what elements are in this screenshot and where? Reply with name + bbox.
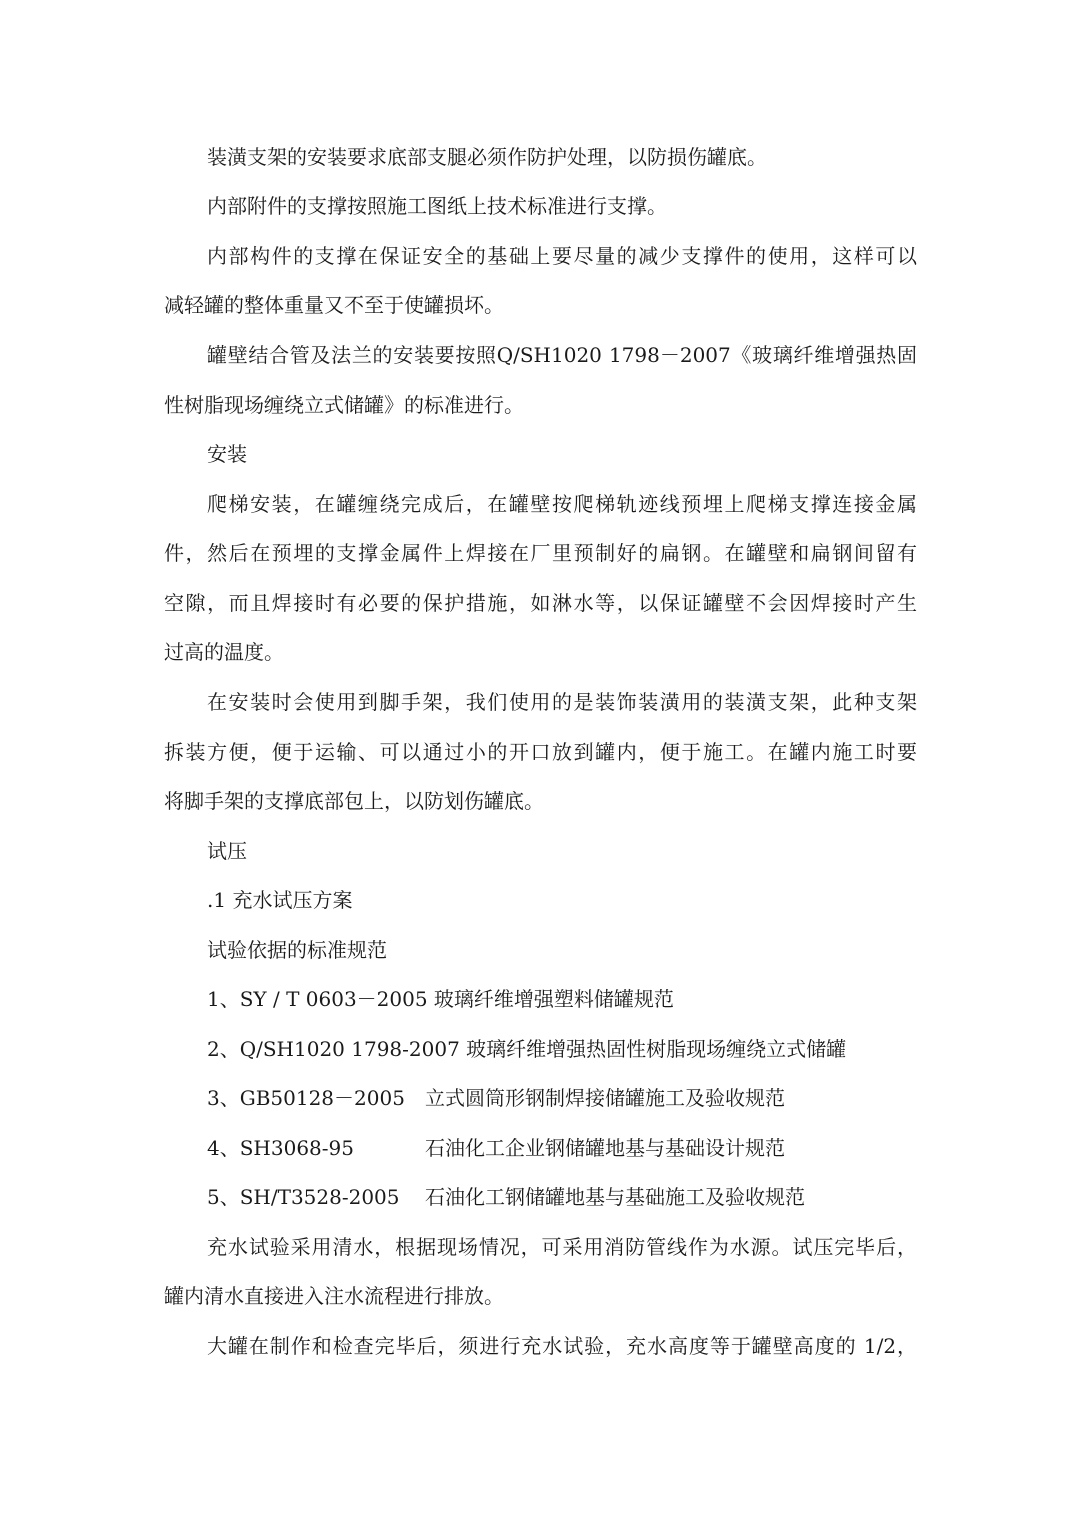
paragraph-line: 将脚手架的支撑底部包上，以防划伤罐底。	[164, 789, 544, 813]
paragraph-line: 罐内清水直接进入注水流程进行排放。	[164, 1284, 504, 1308]
standard-code: 5、SH/T3528-2005	[207, 1185, 400, 1209]
standard-item: 1、SY / T 0603－2005 玻璃纤维增强塑料储罐规范	[207, 987, 674, 1011]
section-heading: 安装	[207, 442, 247, 466]
standard-title: 石油化工钢储罐地基与基础施工及验收规范	[425, 1185, 805, 1209]
standard-item	[207, 1185, 805, 1209]
standard-code: 4、SH3068-95	[207, 1136, 354, 1160]
standard-title: 石油化工企业钢储罐地基与基础设计规范	[425, 1136, 785, 1160]
standard-title: 立式圆筒形钢制焊接储罐施工及验收规范	[425, 1086, 785, 1110]
paragraph-line: 减轻罐的整体重量又不至于使罐损坏。	[164, 293, 504, 317]
paragraph-line: 过高的温度。	[164, 640, 284, 664]
standard-item: 2、Q/SH1020 1798-2007 玻璃纤维增强热固性树脂现场缠绕立式储罐	[207, 1037, 847, 1061]
standard-item	[207, 1086, 785, 1110]
paragraph-line: 拆装方便，便于运输、可以通过小的开口放到罐内，便于施工。在罐内施工时要	[164, 740, 917, 764]
paragraph-line: 充水试验采用清水，根据现场情况，可采用消防管线作为水源。试压完毕后，	[207, 1235, 917, 1259]
paragraph-line: 罐壁结合管及法兰的安装要按照Q/SH1020 1798－2007《玻璃纤维增强热固	[207, 343, 917, 367]
paragraph-line: 在安装时会使用到脚手架，我们使用的是装饰装潢用的装潢支架，此种支架	[207, 690, 917, 714]
paragraph-line: 爬梯安装，在罐缠绕完成后，在罐壁按爬梯轨迹线预埋上爬梯支撑连接金属	[207, 492, 917, 516]
paragraph-line: 内部构件的支撑在保证安全的基础上要尽量的减少支撑件的使用，这样可以	[207, 244, 917, 268]
paragraph-line: 空隙，而且焊接时有必要的保护措施，如淋水等，以保证罐壁不会因焊接时产生	[164, 591, 917, 615]
paragraph-line: 性树脂现场缠绕立式储罐》的标准进行。	[164, 393, 524, 417]
paragraph-line: 装潢支架的安装要求底部支腿必须作防护处理，以防损伤罐底。	[207, 145, 767, 169]
standard-item	[207, 1136, 785, 1160]
paragraph-line: 试验依据的标准规范	[207, 938, 387, 962]
paragraph-line: 内部附件的支撑按照施工图纸上技术标准进行支撑。	[207, 194, 667, 218]
section-heading: 试压	[207, 839, 247, 863]
paragraph-line: 件，然后在预埋的支撑金属件上焊接在厂里预制好的扁钢。在罐壁和扁钢间留有	[164, 541, 917, 565]
standard-code: 3、GB50128－2005	[207, 1086, 405, 1110]
subsection-heading: .1 充水试压方案	[207, 888, 353, 912]
paragraph-line: 大罐在制作和检查完毕后，须进行充水试验，充水高度等于罐壁高度的 1/2，	[207, 1334, 917, 1358]
